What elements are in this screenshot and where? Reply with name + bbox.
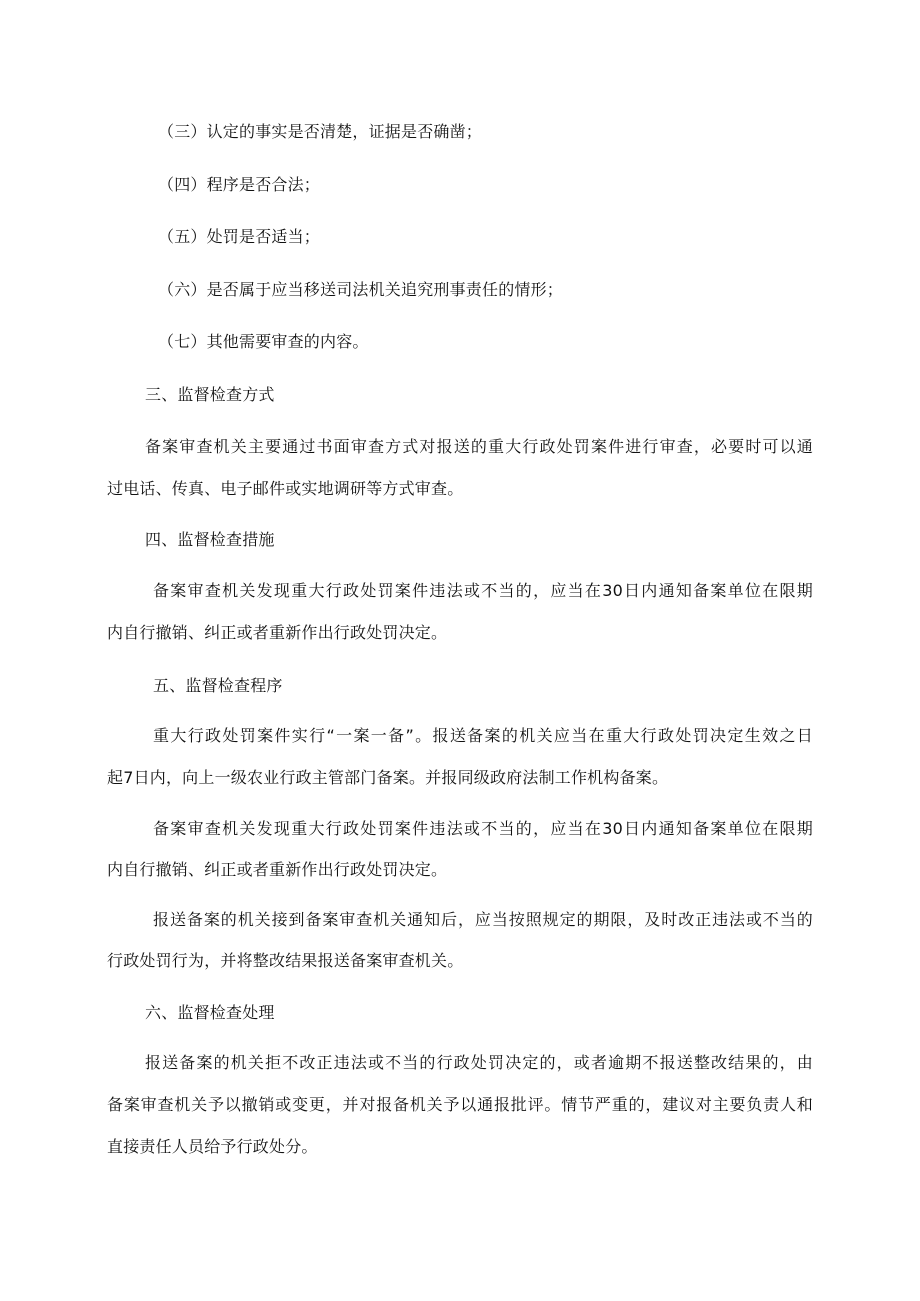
- paragraph-line: 备案审查机关发现重大行政处罚案件违法或不当的，应当在30日内通知备案单位在限期: [153, 819, 813, 838]
- list-item-3: （三）认定的事实是否清楚，证据是否确凿；: [158, 122, 483, 141]
- section-heading-6: 六、监督检查处理: [145, 1003, 275, 1022]
- list-item-7: （七）其他需要审查的内容。: [158, 332, 369, 351]
- paragraph-line: 备案审查机关发现重大行政处罚案件违法或不当的，应当在30日内通知备案单位在限期: [153, 581, 813, 600]
- paragraph-line: 备案审查机关予以撤销或变更，并对报备机关予以通报批评。情节严重的，建议对主要负责人和: [107, 1095, 813, 1114]
- paragraph-line: 内自行撤销、纠正或者重新作出行政处罚决定。: [107, 623, 448, 642]
- section-heading-3: 三、监督检查方式: [145, 385, 275, 404]
- list-item-4: （四）程序是否合法；: [158, 175, 321, 194]
- section-heading-5: 五、监督检查程序: [153, 676, 283, 695]
- section-heading-4: 四、监督检查措施: [145, 530, 275, 549]
- paragraph-line: 过电话、传真、电子邮件或实地调研等方式审查。: [107, 479, 464, 498]
- paragraph-line: 起7日内，向上一级农业行政主管部门备案。并报同级政府法制工作机构备案。: [107, 768, 669, 787]
- paragraph-line: 备案审查机关主要通过书面审查方式对报送的重大行政处罚案件进行审查，必要时可以通: [145, 437, 813, 456]
- paragraph-line: 重大行政处罚案件实行“一案一备”。报送备案的机关应当在重大行政处罚决定生效之日: [153, 726, 813, 745]
- paragraph-line: 报送备案的机关接到备案审查机关通知后，应当按照规定的期限，及时改正违法或不当的: [153, 910, 813, 929]
- list-item-6: （六）是否属于应当移送司法机关追究刑事责任的情形；: [158, 280, 564, 299]
- paragraph-line: 报送备案的机关拒不改正违法或不当的行政处罚决定的，或者逾期不报送整改结果的，由: [145, 1053, 813, 1072]
- paragraph-line: 直接责任人员给予行政处分。: [107, 1137, 318, 1156]
- paragraph-line: 行政处罚行为，并将整改结果报送备案审查机关。: [107, 951, 464, 970]
- paragraph-line: 内自行撤销、纠正或者重新作出行政处罚决定。: [107, 860, 448, 879]
- list-item-5: （五）处罚是否适当；: [158, 227, 321, 246]
